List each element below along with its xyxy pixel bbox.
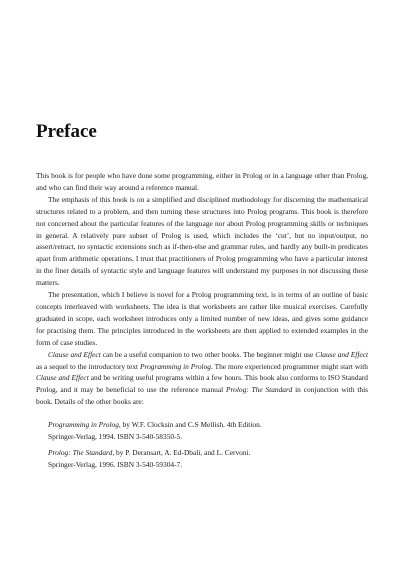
reference-authors: , by P. Deransart, A. Ed-Dbali, and L. Cervoni. [112,447,251,457]
reference-authors: , by W.F. Clocksin and C.S Mellish. 4th Edition. [118,420,262,430]
italic-text: Clause and Effect [48,349,101,359]
page-title: Preface [36,121,97,142]
reference-publisher: Springer-Verlag, 1996. ISBN 3-540-59304-7. [48,459,183,469]
reference-line [48,447,368,459]
italic-text: Clause and Effect [315,349,369,359]
reference-line [48,419,368,431]
italic-text: Programming in Prolog [139,361,211,371]
reference-title: Programming in Prolog [48,420,119,430]
paragraph [36,349,368,409]
text-run: and be writing useful programs within a few hours. This book also conforms to ISO Standard Prolog, and it may be beneficial to use the reference manual [36,373,369,395]
text-run: in conjunction with this book. Details of the other books are: [36,385,369,407]
paragraph [36,194,368,289]
text-run: . The more experienced programmer might start with [210,361,368,371]
reference-item [48,419,368,443]
text-run: The presentation, which I believe is novel for a Prolog programming text, is in terms of an outline of basic concepts interleaved with worksheets. The idea is that worksheets are rather like musical exercises. Carefully graduated in scope, each worksheet introduces only a limited number of new ideas, and gives some guidance for practising them. The principles introduced in the worksheets are then applied to extended examples in the form of case studies. [36,290,368,347]
reference-publisher: Springer-Verlag, 1994. ISBN 3-540-58350-5. [48,432,183,442]
italic-text: Clause and Effect [36,373,89,383]
paragraph [36,289,368,349]
reference-item [48,447,368,471]
text-run: The emphasis of this book is on a simplified and disciplined methodology for discerning the mathematical structures related to a problem, and then turning these structures into Prolog programs. This book is therefore not concerned about the particular features of the language nor about Prolog programming skills or techniques in general. A relatively pure subset of Prolog is used, which includes the ‘cut’, but no input/output, no assert/retract, no syntactic extensions such as if-then-else and grammar rules, and hardly any built-in predicates apart from arithmetic operations. I trust that practitioners of Prolog programming who have a particular interest in the finer details of syntactic style and language features will understand my purposes in not discussing these matters. [36,194,368,288]
reference-list [36,419,368,471]
paragraph [36,170,368,194]
italic-text: Prolog: The Standard [226,385,293,395]
preface-body [36,170,368,475]
text-run: as a sequel to the introductory text [36,361,140,371]
reference-title: Prolog: The Standard [48,447,113,457]
text-run: can be a useful companion to two other books. The beginner might use [100,349,316,359]
text-run: This book is for people who have done some programming, either in Prolog or in a language other than Prolog, and who can find their way around a reference manual. [36,171,368,192]
paragraph-list [36,170,368,408]
